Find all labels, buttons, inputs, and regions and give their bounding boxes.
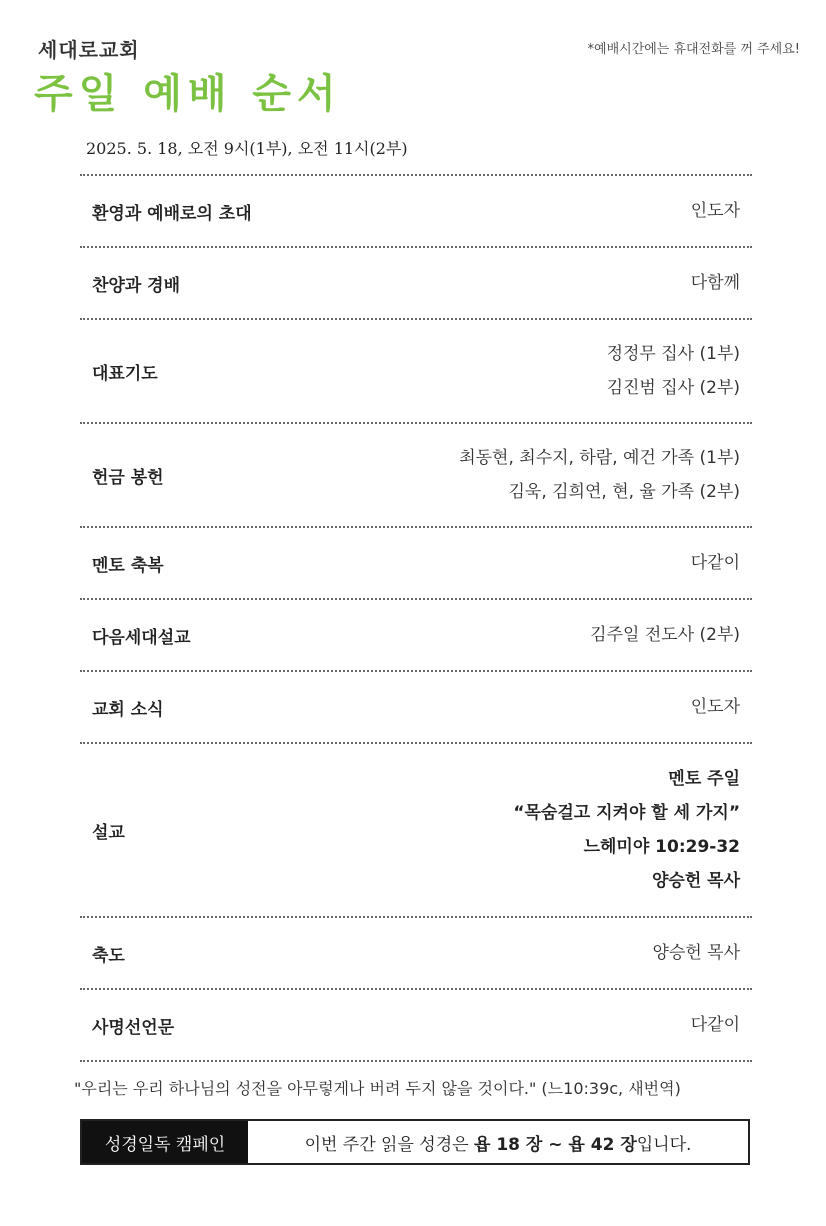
- phone-notice: *예배시간에는 휴대전화를 꺼 주세요!: [587, 42, 800, 57]
- church-name: 세대로교회: [38, 38, 140, 62]
- program-item-welcome: [80, 176, 752, 246]
- program-item-benediction: [80, 918, 752, 988]
- item-detail: [691, 690, 740, 724]
- detail-line: 다함께: [690, 273, 740, 293]
- detail-line: 김욱, 김희연, 현, 율 가족 (2부): [508, 482, 740, 502]
- detail-line: 양승헌 목사: [651, 871, 740, 891]
- detail-line: 느헤미야 10:29-32: [583, 837, 740, 857]
- item-label: 대표기도: [92, 363, 158, 384]
- program-item-mission-statement: [80, 990, 752, 1060]
- worship-program: [80, 174, 752, 1062]
- detail-line: 인도자: [690, 697, 740, 717]
- bible-reading-campaign: [80, 1119, 750, 1165]
- detail-line: 김주일 전도사 (2부): [590, 625, 740, 645]
- detail-line: 김진범 집사 (2부): [606, 378, 740, 398]
- item-label: 헌금 봉헌: [92, 467, 164, 488]
- program-item-praise: [80, 248, 752, 318]
- detail-line: 인도자: [690, 201, 740, 221]
- program-item-sermon: [80, 744, 752, 916]
- item-label: 설교: [92, 822, 125, 843]
- item-label: 멘토 축복: [92, 555, 164, 576]
- campaign-reading-range: 욥 18 장 ~ 욥 42 장: [473, 1134, 637, 1155]
- detail-line: 다같이: [690, 553, 740, 573]
- item-detail: [691, 1008, 740, 1042]
- item-detail: [652, 936, 740, 970]
- detail-line: 최동현, 최수지, 하람, 예건 가족 (1부): [459, 448, 740, 468]
- program-item-next-gen-sermon: [80, 600, 752, 670]
- item-label: 교회 소식: [92, 699, 164, 720]
- divider: [80, 1060, 752, 1062]
- item-label: 환영과 예배로의 초대: [92, 203, 252, 224]
- item-detail: [607, 337, 740, 405]
- detail-line: 정정무 집사 (1부): [606, 344, 740, 364]
- campaign-msg-prefix: 이번 주간 읽을 성경은: [304, 1134, 474, 1155]
- item-label: 다음세대설교: [92, 627, 191, 648]
- program-item-church-news: [80, 672, 752, 742]
- detail-line: 멘토 주일: [668, 769, 740, 789]
- item-detail: [513, 762, 740, 898]
- item-label: 사명선언문: [92, 1017, 175, 1038]
- detail-line: “목숨걸고 지켜야 할 세 가지”: [513, 803, 740, 823]
- detail-line: 다같이: [690, 1015, 740, 1035]
- item-detail: [691, 546, 740, 580]
- item-label: 찬양과 경배: [92, 275, 181, 296]
- item-detail: [459, 441, 740, 509]
- item-label: 축도: [92, 945, 125, 966]
- program-item-prayer: [80, 320, 752, 422]
- campaign-msg-suffix: 입니다.: [636, 1134, 692, 1155]
- item-detail: [691, 194, 740, 228]
- service-date: 2025. 5. 18, 오전 9시(1부), 오전 11시(2부): [86, 139, 408, 158]
- campaign-tag: 성경일독 캠페인: [82, 1121, 248, 1163]
- item-detail: [691, 266, 740, 300]
- program-item-offering: [80, 424, 752, 526]
- campaign-message: [248, 1121, 748, 1163]
- item-detail: [590, 618, 740, 652]
- program-item-mentor-blessing: [80, 528, 752, 598]
- detail-line: 양승헌 목사: [652, 943, 740, 963]
- page-title: 주일 예배 순서: [34, 71, 342, 117]
- scripture-quote: "우리는 우리 하나님의 성전을 아무렇게나 버려 두지 않을 것이다." (느10:39c, 새번역): [74, 1079, 681, 1098]
